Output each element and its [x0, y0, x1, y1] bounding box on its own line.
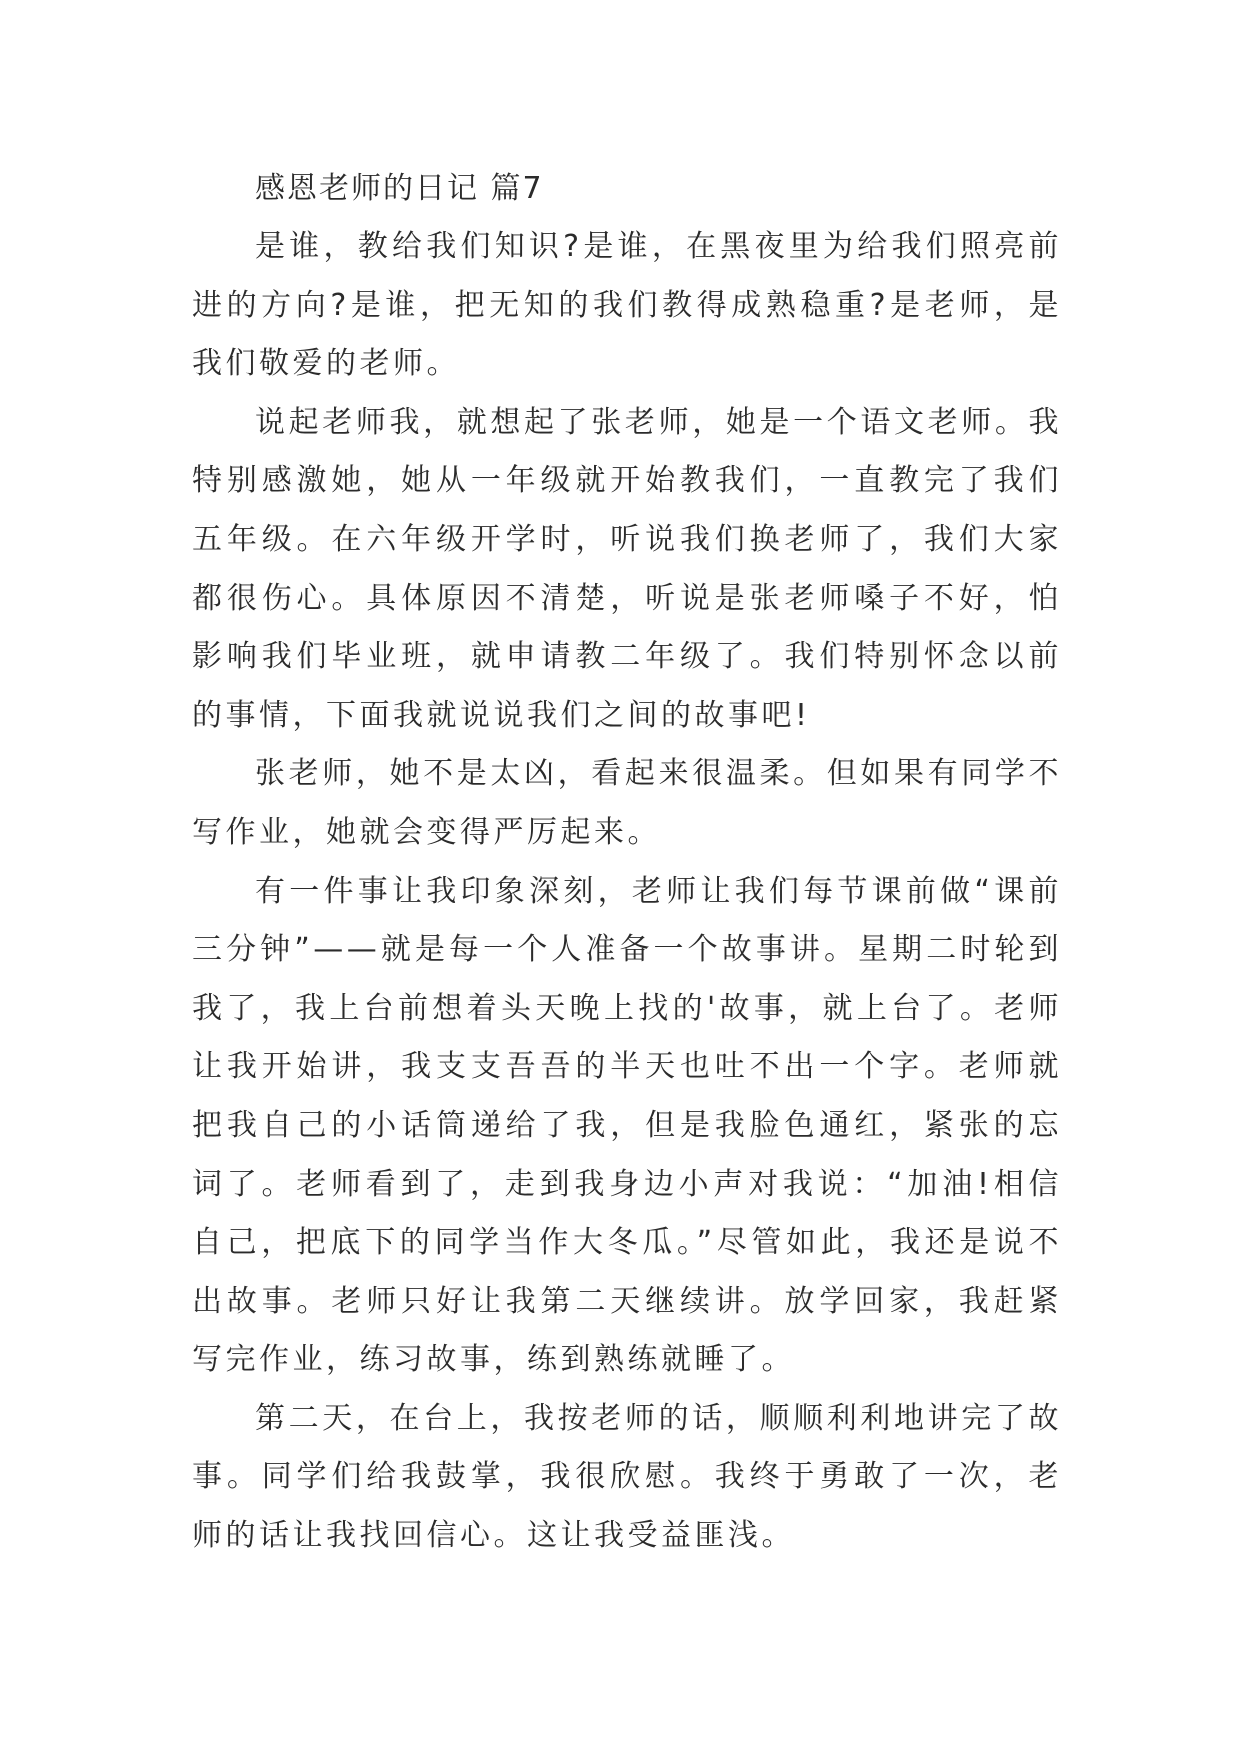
document-title: 感恩老师的日记 篇7 [255, 171, 544, 206]
document-body [192, 160, 1062, 1566]
paragraph-2: 说起老师我，就想起了张老师，她是一个语文老师。我特别感激她，她从一年级就开始教我们，一直教完了我们五年级。在六年级开学时，听说我们换老师了，我们大家都很伤心。具体原因不清楚，听说是张老师嗓子不好，怕影响我们毕业班，就申请教二年级了。我们特别怀念以前的事情，下面我就说说我们之间的故事吧! [192, 404, 1062, 733]
paragraph-1: 是谁，教给我们知识?是谁，在黑夜里为给我们照亮前进的方向?是谁，把无知的我们教得成熟稳重?是老师，是我们敬爱的老师。 [192, 229, 1062, 382]
paragraph-4: 有一件事让我印象深刻，老师让我们每节课前做“课前三分钟”——就是每一个人准备一个故事讲。星期二时轮到我了，我上台前想着头天晚上找的'故事，就上台了。老师让我开始讲，我支支吾吾的半天也吐不出一个字。老师就把我自己的小话筒递给了我，但是我脸色通红，紧张的忘词了。老师看到了，走到我身边小声对我说：“加油!相信自己，把底下的同学当作大冬瓜。”尽管如此，我还是说不出故事。老师只好让我第二天继续讲。放学回家，我赶紧写完作业，练习故事，练到熟练就睡了。 [192, 873, 1062, 1378]
paragraph-3: 张老师，她不是太凶，看起来很温柔。但如果有同学不写作业，她就会变得严厉起来。 [192, 756, 1062, 850]
paragraph-5: 第二天，在台上，我按老师的话，顺顺利利地讲完了故事。同学们给我鼓掌，我很欣慰。我终于勇敢了一次，老师的话让我找回信心。这让我受益匪浅。 [192, 1400, 1062, 1554]
